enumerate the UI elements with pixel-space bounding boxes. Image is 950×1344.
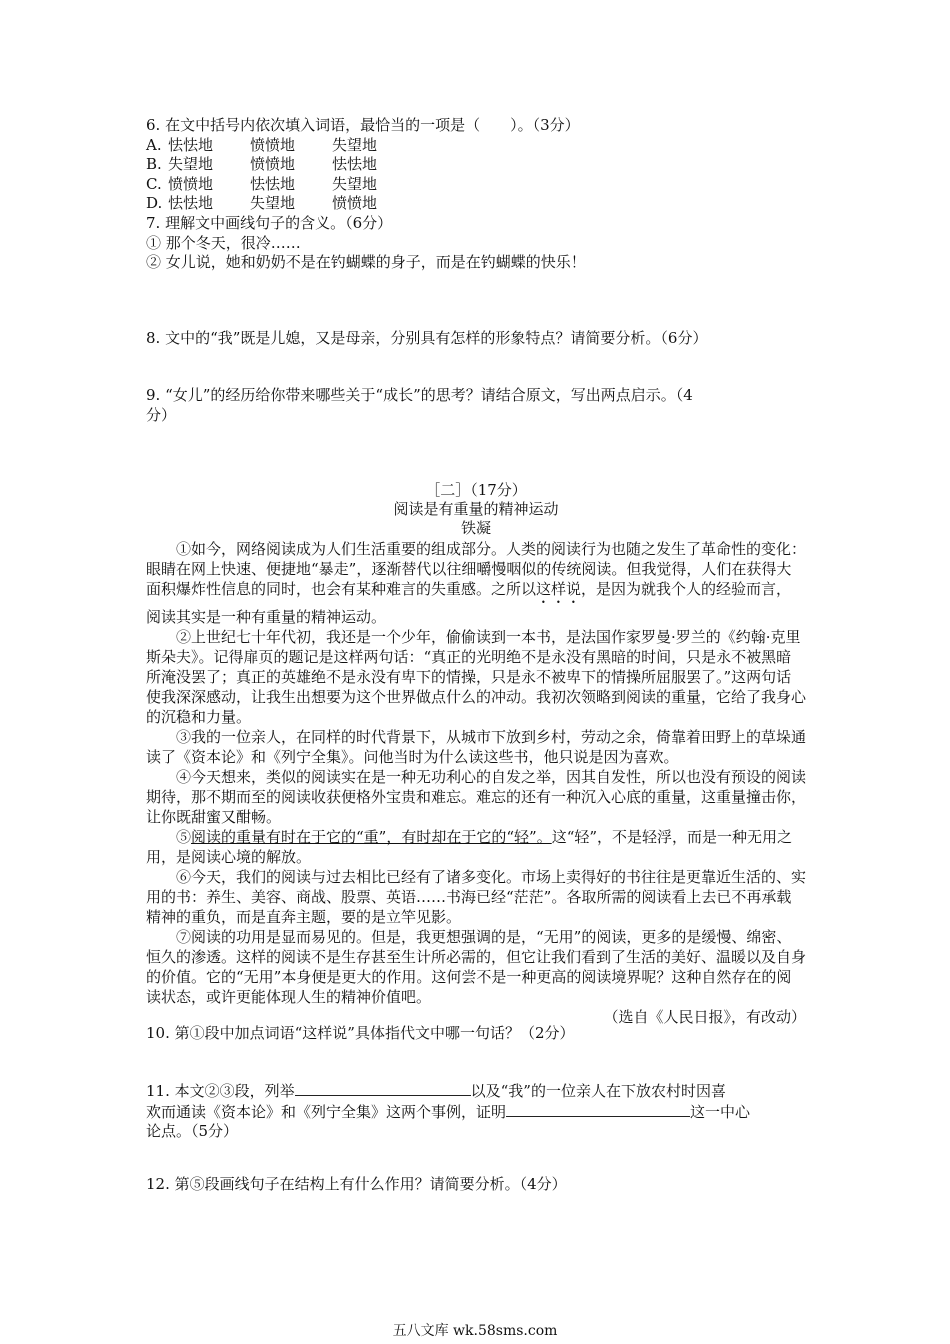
q6-option-d: D. 怯怯地 失望地 愤愤地 — [146, 194, 378, 212]
question-8: 8. 文中的“我”既是儿媳，又是母亲，分别具有怎样的形象特点？请简要分析。（6分） — [146, 329, 708, 347]
essay-source: （选自《人民日报》，有改动） — [603, 1008, 806, 1026]
answer-blank-1[interactable] — [295, 1081, 471, 1096]
question-10: 10. 第①段中加点词语“这样说”具体指代文中哪一句话？（2分） — [146, 1024, 575, 1042]
essay-paragraph-3: ③我的一位亲人，在同样的时代背景下，从城市下放到乡村，劳动之余，倚靠着田野上的草垛通读了《资本论》和《列宁全集》。问他当时为什么读这些书，他只说是因为喜欢。 — [146, 728, 807, 766]
q7-sentence-2: ② 女儿说，她和奶奶不是在钓蝴蝶的身子，而是在钓蝴蝶的快乐！ — [146, 253, 586, 271]
essay-paragraph-7: ⑦阅读的功用是显而易见的。但是，我更想强调的是，“无用”的阅读，更多的是缓慢、绵密、恒久的渗透。这样的阅读不是生存甚至生计所必需的，但它让我们看到了生活的美好、温暖以及自身的价值。它的“无用”本身便是更大的作用。这何尝不是一种更高的阅读境界呢？这种自然存在的阅读状态，或许更能体现人生的精神价值吧。 — [146, 928, 807, 1006]
dotted-word: 这样说 — [536, 580, 582, 598]
q6-stem: 6. 在文中括号内依次填入词语，最恰当的一项是（ ）。（3分） — [146, 116, 580, 134]
question-11: 11. 本文②③段，列举 以及“我”的一位亲人在下放农村时因喜 欢而通读《资本论》和《列宁全集》这两个事例，证明 这一中心 论点。（5分） — [146, 1082, 751, 1140]
q7-stem: 7. 理解文中画线句子的含义。（6分） — [146, 214, 393, 232]
question-12: 12. 第⑤段画线句子在结构上有什么作用？请简要分析。（4分） — [146, 1175, 567, 1193]
q6-option-b: B. 失望地 愤愤地 怯怯地 — [146, 155, 378, 173]
q6-option-c: C. 愤愤地 怯怯地 失望地 — [146, 174, 378, 193]
essay-author: 铁凝 — [460, 519, 491, 537]
essay-paragraph-2: ②上世纪七十年代初，我还是一个少年，偷偷读到一本书，是法国作家罗曼·罗兰的《约翰·克里斯朵夫》。记得扉页的题记是这样两句话：“真正的光明绝不是永没有黑暗的时间，只是永不被黑暗所淹没罢了；真正的英雄绝不是永没有卑下的情操，只是永不被卑下的情操所屈服罢了。”这两句话使我深深感动，让我生出想要为这个世界做点什么的冲动。我初次领略到阅读的重量，它给了我身心的沉稳和力量。 — [146, 628, 807, 726]
underlined-sentence: 阅读的重量有时在于它的“重”，有时却在于它的“轻”。 — [191, 828, 552, 846]
essay-title: 阅读是有重量的精神运动 — [393, 500, 559, 518]
footer-watermark: 五八文库 wk.58sms.com — [392, 1323, 558, 1339]
question-9: 9. “女儿”的经历给你带来哪些关于“成长”的思考？请结合原文，写出两点启示。（4 分） — [146, 386, 693, 424]
answer-blank-2[interactable] — [506, 1102, 690, 1117]
q6-option-a: A. 怯怯地 愤愤地 失望地 — [146, 135, 378, 154]
essay-paragraph-5: ⑤阅读的重量有时在于它的“重”，有时却在于它的“轻”。这“轻”，不是轻浮，而是一种无用之用，是阅读心境的解放。 — [146, 828, 793, 866]
section-2-heading: ［二］（17分） — [425, 481, 527, 499]
question-6 — [146, 116, 806, 214]
essay-paragraph-4: ④今天想来，类似的阅读实在是一种无功利心的自发之举，因其自发性，所以也没有预设的阅读期待，那不期而至的阅读收获便格外宝贵和难忘。难忘的还有一种沉入心底的重量，这重量撞击你，让你既甜蜜又酣畅。 — [146, 768, 807, 826]
essay-paragraph-1: ①如今，网络阅读成为人们生活重要的组成部分。人类的阅读行为也随之发生了革命性的变化：眼睛在网上快速、便捷地“暴走”，逐渐替代以往细嚼慢咽似的传统阅读。但我觉得，人们在获得大面积爆炸性信息的同时，也会有某种难言的失重感。之所以这样说，是因为就我个人的经验而言，阅读其实是一种有重量的精神运动。 — [146, 540, 807, 626]
essay-paragraph-6: ⑥今天，我们的阅读与过去相比已经有了诸多变化。市场上卖得好的书往往是更靠近生活的、实用的书：养生、美容、商战、股票、英语……书海已经“茫茫”。各取所需的阅读看上去已不再承载精神的重负，而是直奔主题，要的是立竿见影。 — [146, 868, 807, 926]
question-7 — [146, 214, 806, 273]
q7-sentence-1: ① 那个冬天，很冷…… — [146, 233, 301, 252]
essay-body — [146, 539, 806, 1027]
